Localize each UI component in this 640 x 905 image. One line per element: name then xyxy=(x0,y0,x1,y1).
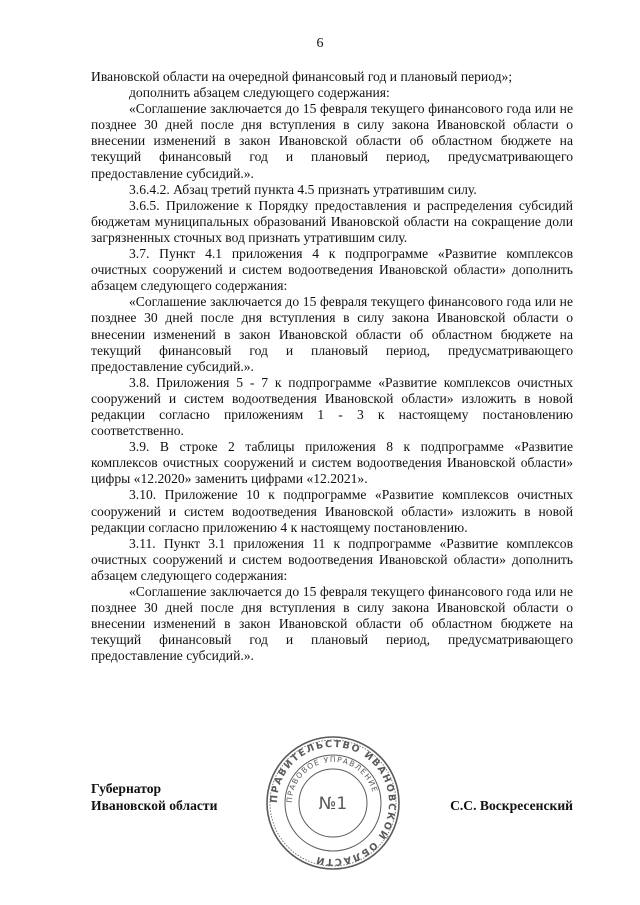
paragraph: 3.8. Приложения 5 - 7 к подпрограмме «Развитие комплексов очистных сооружений и систем водоотведения Ивановской области» изложить в новой редакции согласно приложениям 1 - 3 к настоящему постановлению соответственно. xyxy=(91,374,573,439)
paragraph: Ивановской области на очередной финансовый год и плановый период»; xyxy=(91,69,513,84)
paragraph: 3.7. Пункт 4.1 приложения 4 к подпрограмме «Развитие комплексов очистных сооружений и систем водоотведения Ивановской области» дополнить абзацем следующего содержания: xyxy=(91,246,573,294)
paragraph: 3.9. В строке 2 таблицы приложения 8 к подпрограмме «Развитие комплексов очистных сооружений и систем водоотведения Ивановской области» цифры «12.2020» заменить цифрами «12.2021». xyxy=(91,439,573,487)
paragraph: 3.11. Пункт 3.1 приложения 11 к подпрограмме «Развитие комплексов очистных сооружений и систем водоотведения Ивановской области» дополнить абзацем следующего содержания: xyxy=(91,535,573,583)
paragraph: 3.6.5. Приложение к Порядку предоставления и распределения субсидий бюджетам муниципальных образований Ивановской области на сокращение доли загрязненных сточных вод признать утратившим силу. xyxy=(91,197,573,245)
paragraph: «Соглашение заключается до 15 февраля текущего финансового года или не позднее 30 дней после дня вступления в силу закона Ивановской области о внесении изменений в закон Ивановской области об областном бюджете на текущий финансовый год и плановый период, предусматривающего предоставление субсидий.». xyxy=(91,584,573,664)
signatory-name: С.С. Воскресенский xyxy=(450,798,573,813)
seal-inner-textpath: ПРАВОВОЕ УПРАВЛЕНИЕ xyxy=(284,754,380,804)
official-seal xyxy=(264,734,402,872)
seal-number: №1 xyxy=(318,794,348,814)
page-number: 6 xyxy=(316,36,324,51)
paragraph: «Соглашение заключается до 15 февраля текущего финансового года или не позднее 30 дней после дня вступления в силу закона Ивановской области о внесении изменений в закон Ивановской области об областном бюджете на текущий финансовый год и плановый период, предусматривающего предоставление субсидий.». xyxy=(91,294,573,374)
signatory-title-line: Ивановской области xyxy=(91,798,218,813)
seal-outer-textpath: ПРАВИТЕЛЬСТВО ИВАНОВСКОЙ ОБЛАСТИ xyxy=(268,738,398,868)
signatory-title-line: Губернатор xyxy=(91,781,162,796)
signatory-title xyxy=(91,780,217,814)
paragraph: дополнить абзацем следующего содержания: xyxy=(129,85,390,101)
paragraph: 3.6.4.2. Абзац третий пункта 4.5 признать утратившим силу. xyxy=(129,181,477,197)
paragraph: «Соглашение заключается до 15 февраля текущего финансового года или не позднее 30 дней после дня вступления в силу закона Ивановской области о внесении изменений в закон Ивановской области об областном бюджете на текущий финансовый год и плановый период, предусматривающего предоставление субсидий.». xyxy=(91,101,573,181)
paragraph: 3.10. Приложение 10 к подпрограмме «Развитие комплексов очистных сооружений и систем водоотведения Ивановской области» изложить в новой редакции согласно приложению 4 к настоящему постановлению. xyxy=(91,487,573,535)
document-body xyxy=(91,69,573,664)
